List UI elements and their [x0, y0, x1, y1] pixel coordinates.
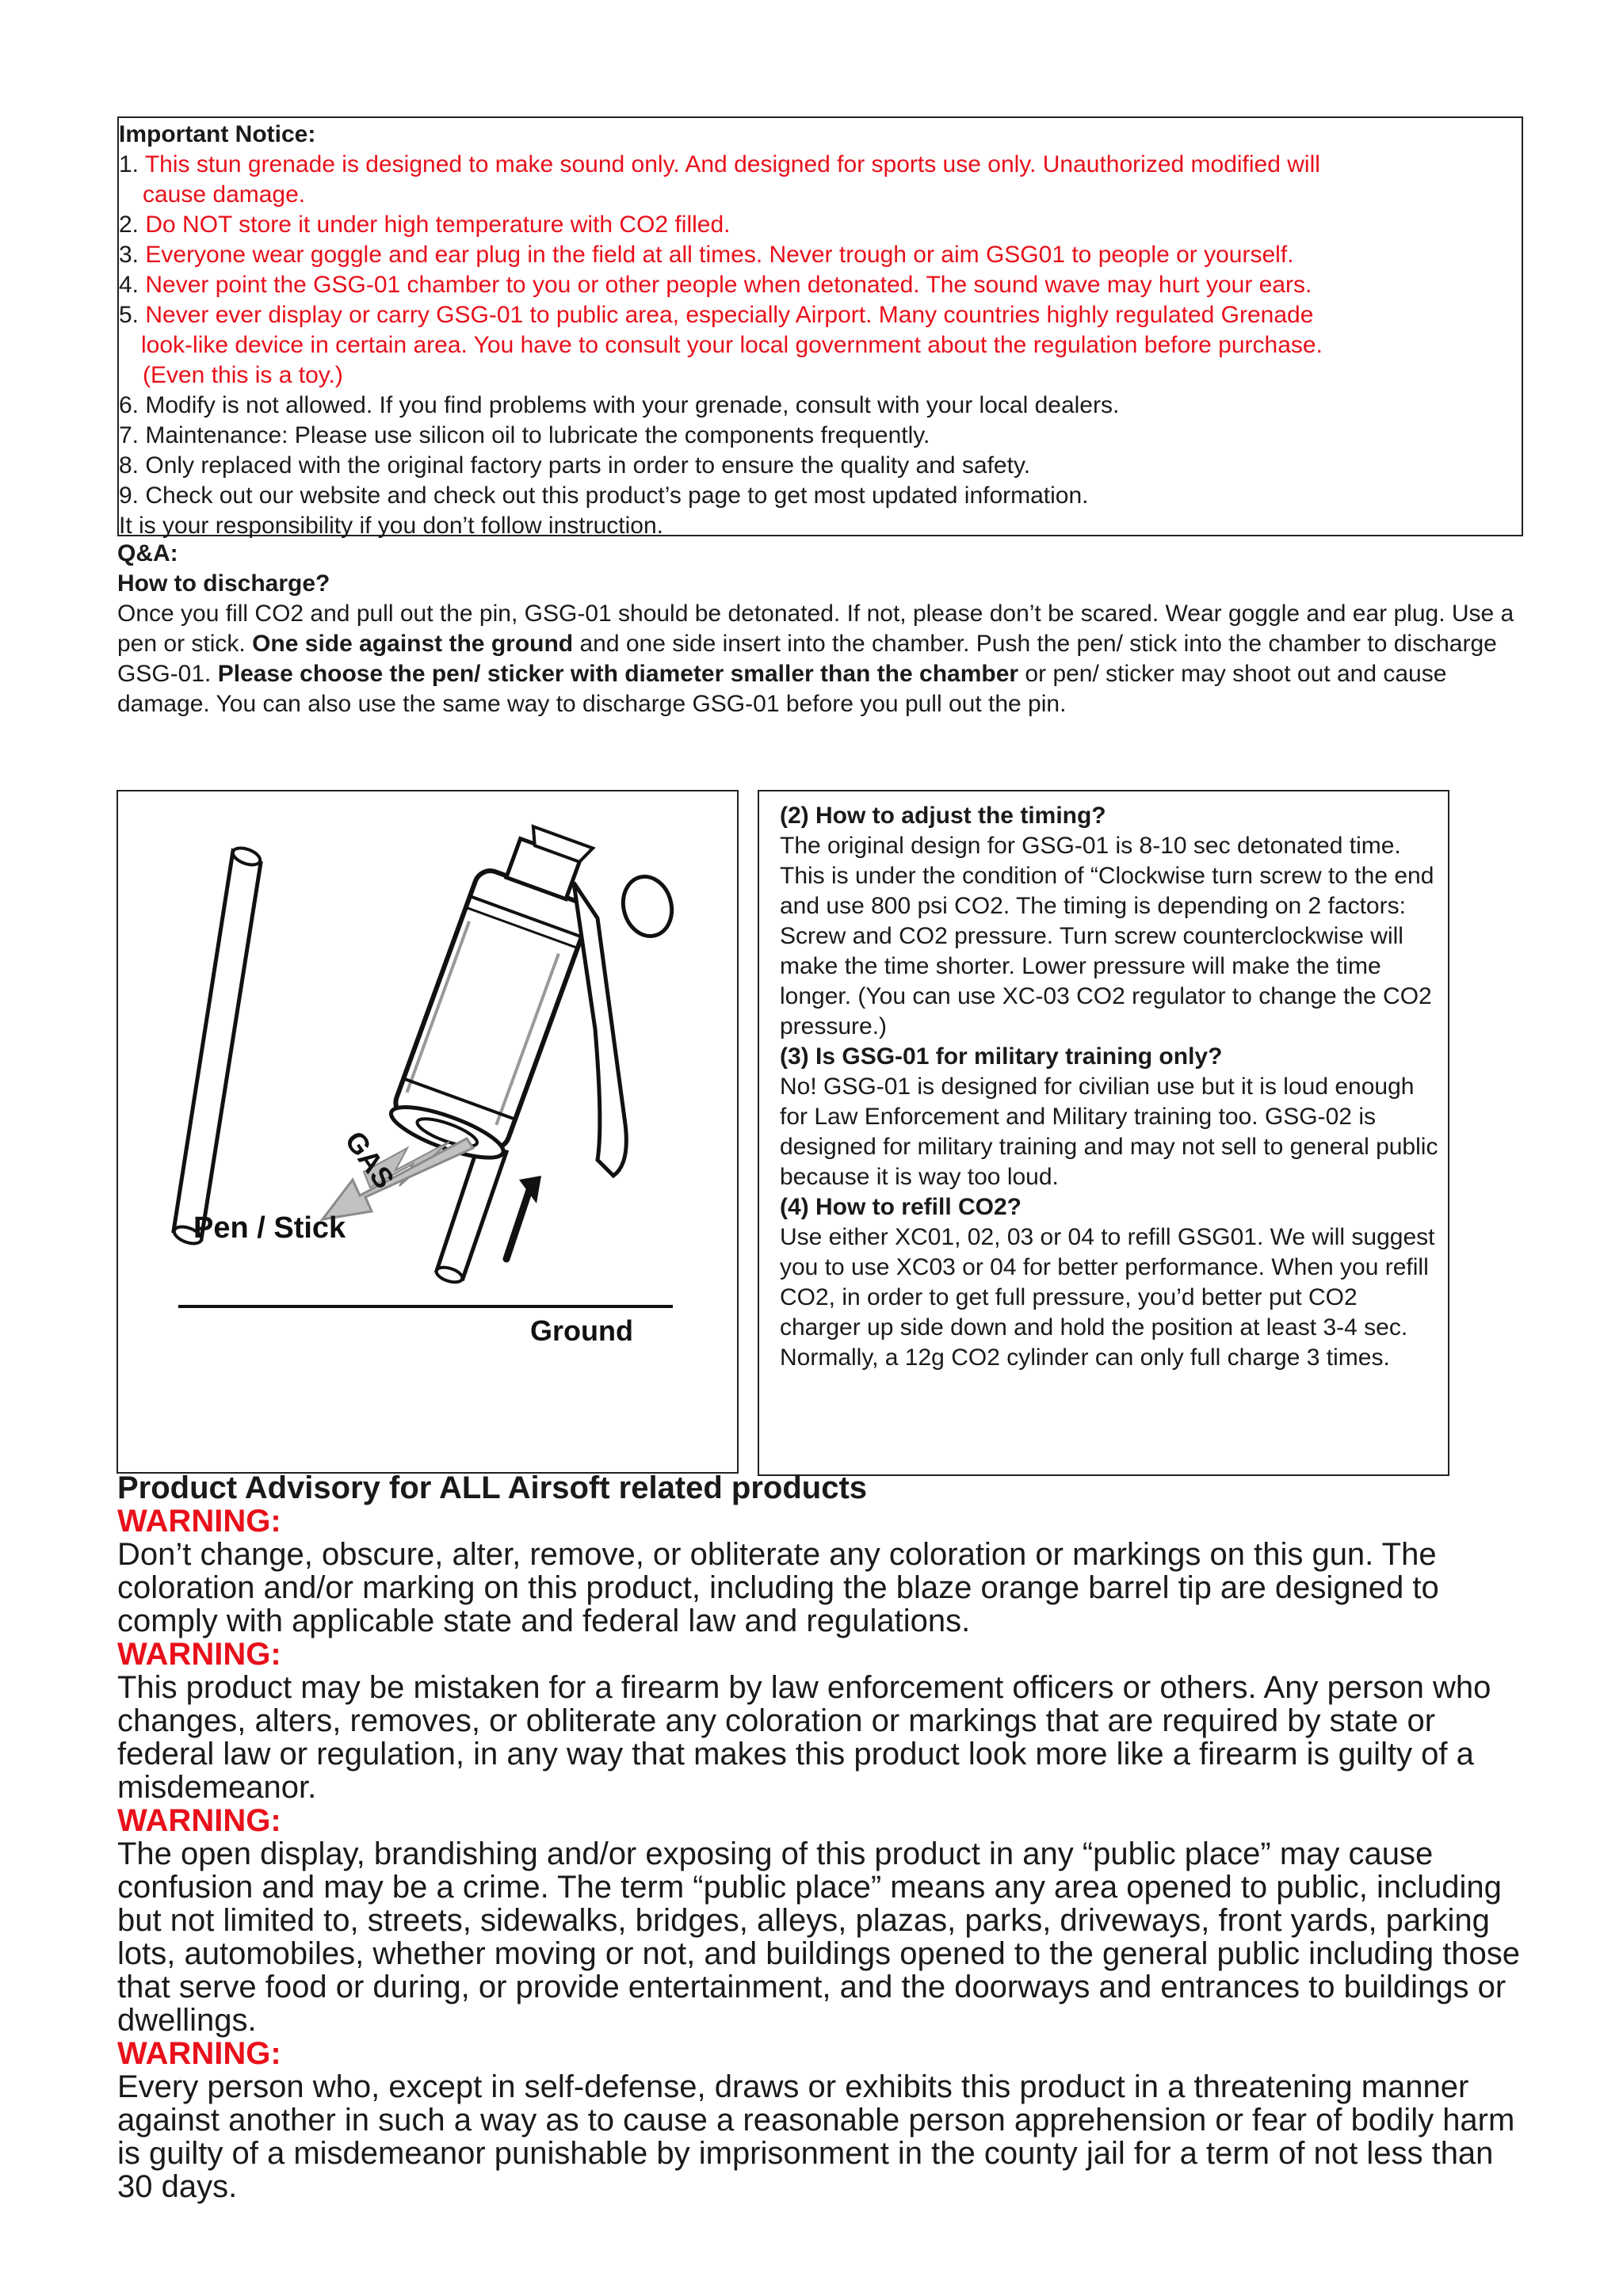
- qa-title: Q&A:: [117, 540, 178, 566]
- discharge-illustration-box: [116, 790, 739, 1474]
- grenade-drawing: [386, 814, 612, 1168]
- warning-text-3: The open display, brandishing and/or exposing of this product in any “public place” may cause confusion and may be a crime. The term “public place” means any area opened to public, including but not limited to, streets, sidewalks, bridges, alleys, plazas, parks, driveways, front yards, parking lots, automobiles, whether moving or not, and buildings opened to the general public including those that serve food or during, or provide entertainment, and the doorways and entrances to buildings or dwellings.: [117, 1836, 1521, 2038]
- faq-answer-military: No! GSG-01 is designed for civilian use but it is loud enough for Law Enforcement and Military training too. GSG-02 is designed for military training and may not sell to general public because it is way too loud.: [780, 1074, 1438, 1190]
- notice-item-9: 9. Check out our website and check out this product’s page to get most updated information.: [119, 482, 1089, 509]
- warning-text-2: This product may be mistaken for a firearm by law enforcement officers or others. Any person who changes, alters, removes, or obliterate any coloration or markings that are required by state or federal law or regulation, in any way that makes this product look more like a firearm is guilty of a misdemeanor.: [117, 1670, 1491, 1805]
- faq-question-refill: (4) How to refill CO2?: [780, 1194, 1022, 1220]
- notice-item-5: 5. Never ever display or carry GSG-01 to public area, especially Airport. Many countries highly regulated Grenade: [119, 302, 1314, 328]
- faq-question-military: (3) Is GSG-01 for military training only?: [780, 1043, 1223, 1070]
- product-advisory: [117, 1471, 1536, 2203]
- warning-label-3: WARNING:: [117, 1803, 281, 1838]
- notice-item-1: 1. This stun grenade is designed to make sound only. And designed for sports use only. Unauthorized modified will: [119, 151, 1320, 177]
- qa-answer-discharge: Once you fill CO2 and pull out the pin, GSG-01 should be detonated. If not, please don’t be scared. Wear goggle and ear plug. Use a pen or stick. One side against the ground and one side insert into the chamber. Push the pen/ stick into the chamber to discharge GSG-01. Please choose the pen/ sticker with diameter smaller than the chamber or pen/ sticker may shoot out and cause damage. You can also use the same way to discharge GSG-01 before you pull out the pin.: [117, 601, 1514, 717]
- important-notice-box: [117, 116, 1523, 539]
- notice-item-3: 3. Everyone wear goggle and ear plug in the field at all times. Never trough or aim GSG01 to people or yourself.: [119, 242, 1294, 268]
- notice-title: Important Notice:: [119, 121, 316, 147]
- notice-item-2: 2. Do NOT store it under high temperature with CO2 filled.: [119, 212, 731, 238]
- pull-ring: [617, 871, 678, 942]
- faq-answer-refill: Use either XC01, 02, 03 or 04 to refill GSG01. We will suggest you to use XC03 or 04 for better performance. When you refill CO2, in order to get full pressure, you’d better put CO2 charger up side down and hold the position at least 3-4 sec. Normally, a 12g CO2 cylinder can only full charge 3 times.: [780, 1224, 1435, 1371]
- warning-text-4: Every person who, except in self-defense, draws or exhibits this product in a threatening manner against another in such a way as to cause a reasonable person apprehension or fear of bodily harm is guilty of a misdemeanor punishable by imprisonment in the county jail for a term of not less than 30 days.: [117, 2069, 1515, 2204]
- notice-item-6: 6. Modify is not allowed. If you find problems with your grenade, consult with your local dealers.: [119, 392, 1120, 418]
- notice-item-8: 8. Only replaced with the original factory parts in order to ensure the quality and safety.: [119, 452, 1031, 479]
- notice-responsibility: It is your responsibility if you don’t follow instruction.: [119, 513, 663, 539]
- qa-question-discharge: How to discharge?: [117, 570, 330, 597]
- ground-label: Ground: [530, 1314, 633, 1347]
- inserted-stick-drawing: [434, 1144, 506, 1285]
- warning-label-4: WARNING:: [117, 2036, 281, 2071]
- grenade-lever: [574, 883, 626, 1176]
- warning-label-2: WARNING:: [117, 1637, 281, 1672]
- pen-stick-label: Pen / Stick: [193, 1211, 346, 1245]
- notice-item-5-cont: look-like device in certain area. You have to consult your local government about the regulation before purchase.: [141, 332, 1323, 358]
- pen-stick-drawing: [172, 845, 262, 1246]
- notice-item-7: 7. Maintenance: Please use silicon oil to lubricate the components frequently.: [119, 422, 930, 448]
- warning-text-1: Don’t change, obscure, alter, remove, or obliterate any coloration or markings on this gun. The coloration and/or marking on this product, including the blaze orange barrel tip are designed to comply with applicable state and federal law and regulations.: [117, 1537, 1439, 1638]
- notice-item-4: 4. Never point the GSG-01 chamber to you or other people when detonated. The sound wave may hurt your ears.: [119, 272, 1312, 298]
- qa-section: [117, 539, 1536, 719]
- push-up-arrow: [506, 1176, 541, 1259]
- warning-label-1: WARNING:: [117, 1504, 281, 1539]
- notice-item-1-cont: cause damage.: [143, 181, 306, 208]
- advisory-heading: Product Advisory for ALL Airsoft related products: [117, 1470, 868, 1505]
- faq-box: [758, 790, 1449, 1476]
- faq-question-timing: (2) How to adjust the timing?: [780, 803, 1106, 829]
- grenade-discharge-illustration: [118, 791, 737, 1472]
- notice-item-5-cont2: (Even this is a toy.): [143, 362, 343, 388]
- gas-label: GAS: [338, 1125, 401, 1195]
- faq-answer-timing: The original design for GSG-01 is 8-10 sec detonated time. This is under the condition of “Clockwise turn screw to the end and use 800 psi CO2. The timing is depending on 2 factors: Screw and CO2 pressure. Turn screw counterclockwise will make the time shorter. Lower pressure will make the time longer. (You can use XC-03 CO2 regulator to change the CO2 pressure.): [780, 833, 1434, 1039]
